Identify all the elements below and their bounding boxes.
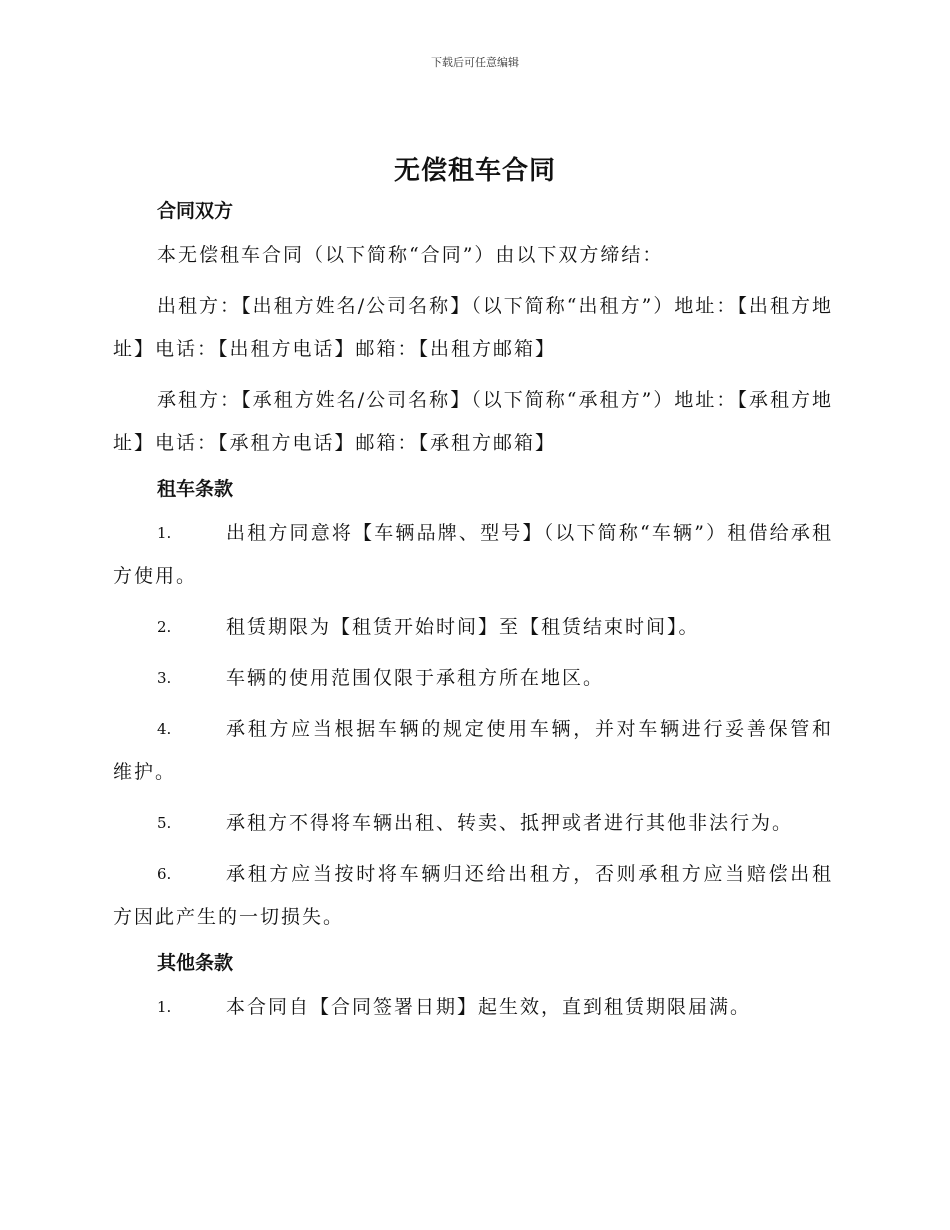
document-title: 无偿租车合同 <box>393 156 556 186</box>
lessor-paragraph: 出租方：【出租方姓名/公司名称】（以下简称“出租方”）地址：【出租方地址】电话：【出租方电话】邮箱：【出租方邮箱】 <box>113 295 833 360</box>
item-text: 车辆的使用范围仅限于承租方所在地区。 <box>226 667 605 689</box>
item-number: 3. <box>157 669 172 687</box>
section-heading-terms: 租车条款 <box>157 478 234 500</box>
lessee-paragraph: 承租方：【承租方姓名/公司名称】（以下简称“承租方”）地址：【承租方地址】电话：【承租方电话】邮箱：【承租方邮箱】 <box>113 389 833 454</box>
list-item <box>113 606 833 649</box>
document-body <box>113 196 833 1029</box>
list-item <box>113 802 833 845</box>
list-item <box>113 986 833 1029</box>
section-heading-parties: 合同双方 <box>157 200 234 222</box>
section-heading-other: 其他条款 <box>157 952 234 974</box>
item-number: 2. <box>157 618 172 636</box>
header-note: 下载后可任意编辑 <box>431 56 519 69</box>
list-item <box>113 708 833 794</box>
item-number: 1. <box>157 524 172 542</box>
intro-paragraph: 本无偿租车合同（以下简称“合同”）由以下双方缔结： <box>157 244 664 266</box>
terms-list <box>113 512 833 939</box>
list-item <box>113 853 833 939</box>
list-item <box>113 657 833 700</box>
item-text: 承租方应当按时将车辆归还给出租方，否则承租方应当赔偿出租方因此产生的一切损失。 <box>113 863 833 928</box>
item-text: 本合同自【合同签署日期】起生效，直到租赁期限届满。 <box>226 996 752 1018</box>
item-number: 5. <box>157 814 172 832</box>
item-text: 租赁期限为【租赁开始时间】至【租赁结束时间】。 <box>226 616 700 638</box>
item-number: 1. <box>157 998 172 1016</box>
item-number: 4. <box>157 720 172 738</box>
item-text: 承租方应当根据车辆的规定使用车辆，并对车辆进行妥善保管和维护。 <box>113 718 833 783</box>
list-item <box>113 512 833 598</box>
item-text: 承租方不得将车辆出租、转卖、抵押或者进行其他非法行为。 <box>226 812 794 834</box>
item-number: 6. <box>157 865 172 883</box>
item-text: 出租方同意将【车辆品牌、型号】（以下简称“车辆”）租借给承租方使用。 <box>113 522 833 587</box>
